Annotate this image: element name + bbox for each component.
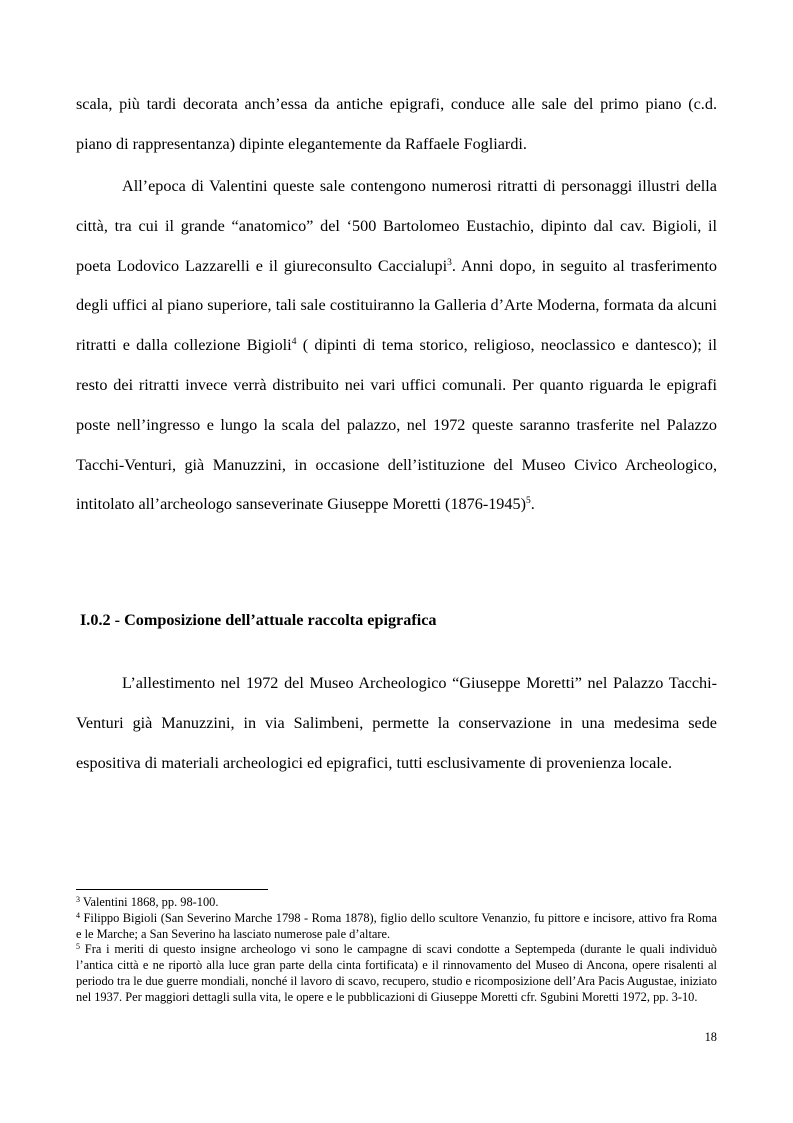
footnote-ref-3[interactable]: 3: [447, 257, 452, 268]
footnote-ref-4[interactable]: 4: [291, 337, 297, 348]
footnote-4: [76, 911, 717, 943]
paragraph-text: All’epoca di Valentini queste sale contengono numerosi ritratti di personaggi illustri della città, tra cui il grande “anatomico” del ‘500 Bartolomeo Eustachio, dipinto dal cav. Bigioli, il poeta Lodovico Lazzarelli e il giureconsulto Caccialupi: [76, 177, 717, 275]
section-heading: I.0.2 - Composizione dell’attuale raccolta epigrafica: [80, 611, 437, 629]
footnotes: [76, 895, 717, 1006]
paragraph-text: ( dipinti di tema storico, religioso, neoclassico e dantesco); il resto dei ritratti invece verrà distribuito nei vari uffici comunali. Per quanto riguarda le epigrafi poste nell’ingresso e lungo la scala del palazzo, nel 1972 queste saranno trasferite nel Palazzo Tacchi-Venturi, già Manuzzini, in occasione dell’istituzione del Museo Civico Archeologico, intitolato all’archeologo sanseverinate Giuseppe Moretti (1876-1945): [76, 336, 717, 514]
page-number: 18: [704, 1030, 717, 1044]
footnote-separator: [76, 889, 268, 890]
paragraph-valentini: [76, 167, 717, 525]
paragraph-text: . Anni dopo, in seguito al trasferimento degli uffici al piano superiore, tali sale costituiranno la Galleria d’Arte Moderna, formata da alcuni ritratti e dalla collezione Bigioli: [76, 256, 717, 355]
footnote-3: [76, 895, 717, 911]
footnote-text: Fra i meriti di questo insigne archeologo vi sono le campagne di scavi condotte a Septempeda (durante le quali individuò l’antica città e ne riportò alla luce gran parte della cinta fortificata) e il rinnovamento del Museo di Ancona, opere risalenti al periodo tra le due guerre mondiali, nonché il lavoro di scavo, recupero, studio e ricomposizione dell’Ara Pacis Augustae, iniziato nel 1937. Per maggiori dettagli sulla vita, le opere e le pubblicazioni di Giuseppe Moretti cfr. Sgubini Moretti 1972, pp. 3-10.: [76, 942, 717, 1004]
footnote-number: 5: [76, 942, 80, 952]
footnote-number: 3: [76, 895, 80, 904]
footnote-text: Filippo Bigioli (San Severino Marche 1798 - Roma 1878), figlio dello scultore Venanzio, fu pittore e incisore, attivo fra Roma e le Marche; a San Severino ha lasciato numerose pale d’altare.: [76, 910, 717, 941]
footnote-ref-5[interactable]: 5: [525, 496, 531, 507]
paragraph-continuation: scala, più tardi decorata anch’essa da antiche epigrafi, conduce alle sale del primo piano (c.d. piano di rappresentanza) dipinte elegantemente da Raffaele Fogliardi.: [76, 95, 717, 153]
paragraph-text: .: [530, 495, 535, 514]
paragraph-allestimento: L’allestimento nel 1972 del Museo Archeologico “Giuseppe Moretti” nel Palazzo Tacchi-Venturi già Manuzzini, in via Salimbeni, permette la conservazione in una medesima sede espositiva di materiali archeologici ed epigrafici, tutti esclusivamente di provenienza locale.: [76, 674, 717, 772]
footnote-5: [76, 942, 717, 1005]
footnote-number: 4: [76, 910, 80, 920]
footnote-text: Valentini 1868, pp. 98-100.: [80, 895, 219, 909]
